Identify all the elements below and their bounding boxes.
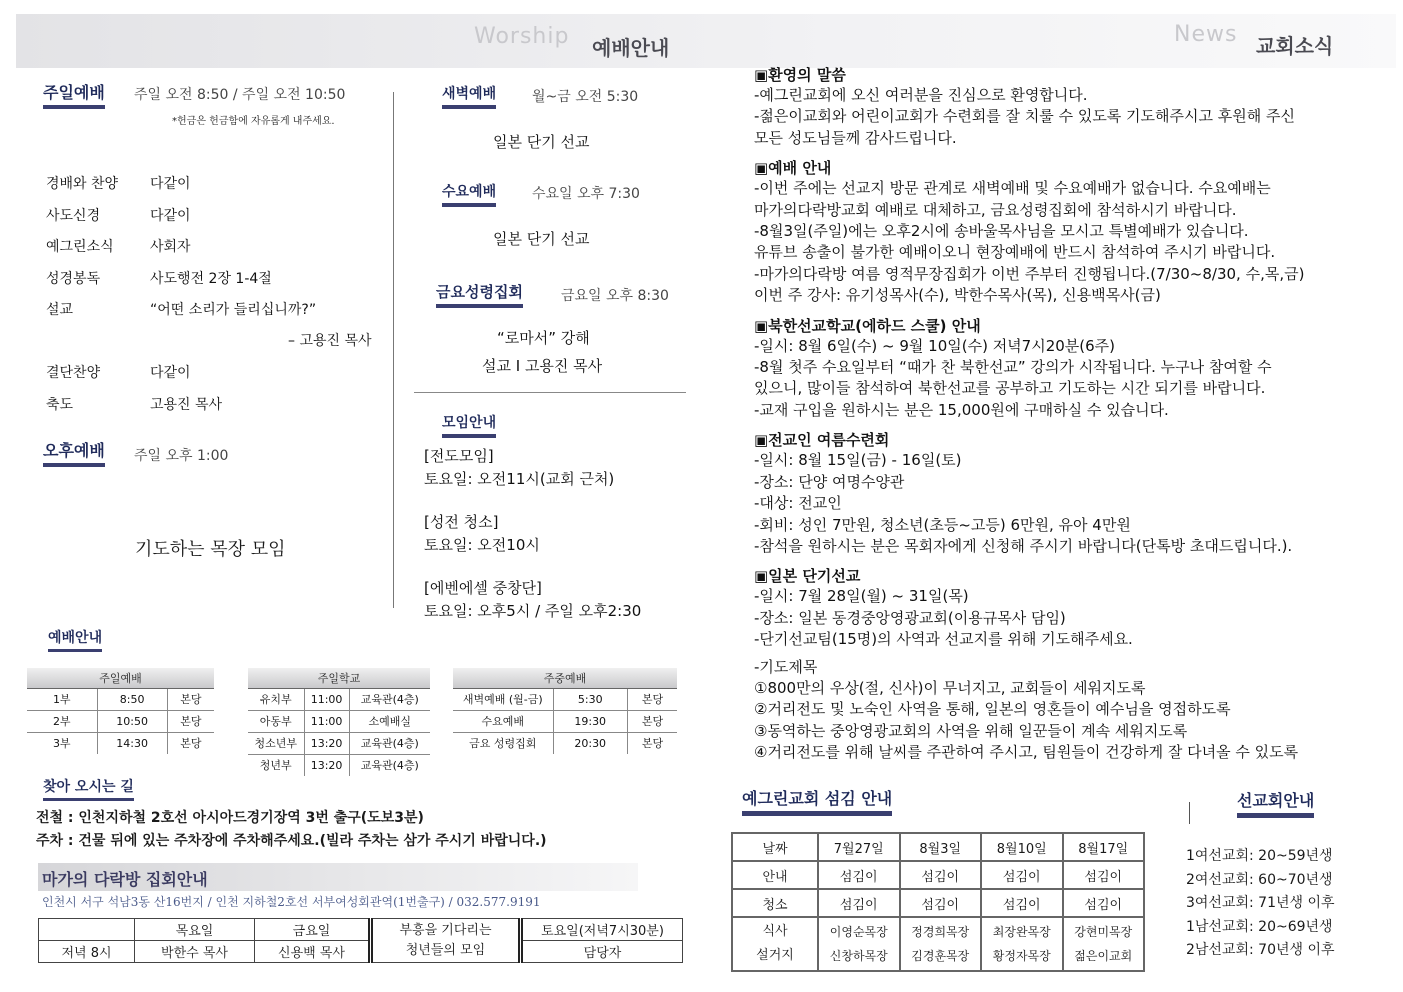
table-row xyxy=(27,732,214,754)
table-cell: 본당 xyxy=(167,688,214,710)
afternoon-worship-title: 오후예배 xyxy=(43,438,105,467)
table-cell: 본당 xyxy=(167,710,214,732)
dawn-worship-content: 일본 단기 선교 xyxy=(493,133,590,151)
order-row xyxy=(46,394,386,426)
offering-note: *헌금은 헌금함에 자유롭게 내주세요. xyxy=(172,116,335,127)
news-heading: ▣북한선교학교(에하드 스쿨) 안내 xyxy=(754,316,981,335)
friday-worship-title: 금요성령집회 xyxy=(436,281,523,308)
news-line: -참석을 원하시는 분은 목회자에게 신청해 주시기 바랍니다(단톡방 초대드립니다.). xyxy=(754,536,1293,555)
order-value: 고용진 목사 xyxy=(150,396,223,413)
news-en-heading: News xyxy=(1174,22,1238,47)
table-cell: 섬김이 xyxy=(900,861,982,889)
news-section xyxy=(754,64,1394,149)
sunday-worship-table xyxy=(27,668,214,754)
column-divider xyxy=(393,92,394,608)
table-cell xyxy=(732,917,818,971)
table-cell xyxy=(981,917,1063,971)
news-section xyxy=(754,429,1394,557)
order-label: 설교 xyxy=(46,302,74,318)
table-cell: 섬김이 xyxy=(981,889,1063,917)
table-row xyxy=(453,732,677,754)
news-line: -8월 첫주 수요일부터 “때가 찬 북한선교” 강의가 시작됩니다. 누구나 참여할 수 xyxy=(754,358,1272,377)
table-row xyxy=(453,710,677,732)
table-cell: 11:00 xyxy=(304,710,349,732)
news-line: -일시: 8월 6일(수) ~ 9월 10일(수) 저녁7시20분(6주) xyxy=(754,336,1116,355)
table-cell: 새벽예배 (월-금) xyxy=(453,688,553,710)
news-line: 있으니, 많이들 참석하여 북한선교를 공부하고 기도하는 시간 되기를 바랍니다. xyxy=(754,379,1266,398)
news-section xyxy=(754,157,1394,306)
maga-address: 인천시 서구 석남3동 산16번지 / 인천 지하철2호선 서부여성회관역(1번출구) / 032.577.9191 xyxy=(42,895,541,909)
directions-parking: 주차 : 건물 뒤에 있는 주차장에 주차해주세요.(빌라 주차는 삼가 주시기 바랍니다.) xyxy=(36,833,547,849)
order-label: 성경봉독 xyxy=(46,270,101,287)
table-cell: 교육관(4층) xyxy=(349,732,430,754)
friday-preacher: 설교 I 고용진 목사 xyxy=(482,357,603,375)
table-cell: 박한수 목사 xyxy=(135,941,255,963)
table-header: 주일학교 xyxy=(248,668,430,688)
table-cell: 8:50 xyxy=(97,688,167,710)
table-row xyxy=(248,710,430,732)
meeting-time: 토요일: 오전11시(교회 근처) xyxy=(424,470,615,488)
news-section xyxy=(754,565,1394,763)
afternoon-program: 기도하는 목장 모임 xyxy=(135,539,286,560)
table-cell: 섬김이 xyxy=(818,861,900,889)
news-section xyxy=(754,315,1394,422)
news-line: -장소: 단양 여명수양관 xyxy=(754,472,905,491)
news-line: ①800만의 우상(절, 신사)이 무너지고, 교회들이 세워지도록 xyxy=(754,678,1146,697)
table-cell: 20:30 xyxy=(553,732,627,754)
news-line: -교재 구입을 원하시는 분은 15,000원에 구매하실 수 있습니다. xyxy=(754,400,1169,419)
order-label: 예그린소식 xyxy=(46,239,114,255)
mission-item: 3여선교회: 71년생 이후 xyxy=(1186,895,1335,911)
order-value: “어떤 소리가 들리십니까?” xyxy=(150,302,317,318)
news-line: -회비: 성인 7만원, 청소년(초등~고등) 6만원, 유아 4만원 xyxy=(754,515,1131,534)
friday-worship-time: 금요일 오후 8:30 xyxy=(561,288,669,304)
table-cell: 수요예배 xyxy=(453,710,553,732)
meeting-item xyxy=(424,577,694,643)
table-cell: 안내 xyxy=(732,861,818,889)
table-cell: 14:30 xyxy=(97,732,167,754)
worship-en-heading: Worship xyxy=(474,24,570,49)
table-cell: 7월27일 xyxy=(818,833,900,861)
order-label: 축도 xyxy=(46,396,74,413)
table-cell: 유치부 xyxy=(248,688,304,710)
dishes-team: 김경훈목장 xyxy=(911,949,970,963)
order-row xyxy=(46,299,386,331)
meeting-name: [전도모임] xyxy=(424,447,494,465)
news-line: -장소: 일본 동경중앙영광교회(이용규목사 담임) xyxy=(754,608,1066,627)
meeting-name: [에벤에셀 중창단] xyxy=(424,579,542,597)
sunday-school-table xyxy=(248,668,430,776)
news-line: -대상: 전교인 xyxy=(754,494,842,513)
serve-table xyxy=(731,832,1145,972)
table-cell: 섬김이 xyxy=(981,861,1063,889)
table-cell: 본당 xyxy=(167,732,214,754)
table-row xyxy=(27,710,214,732)
order-row xyxy=(46,362,386,394)
news-heading: ▣일본 단기선교 xyxy=(754,567,861,586)
table-row xyxy=(248,754,430,776)
wednesday-worship-time: 수요일 오후 7:30 xyxy=(532,186,640,202)
table-cell: 본당 xyxy=(627,732,677,754)
order-label: 사도신경 xyxy=(46,207,101,224)
table-row xyxy=(248,732,430,754)
table-cell: 8월17일 xyxy=(1063,833,1145,861)
dishes-label: 설거지 xyxy=(756,948,794,963)
table-cell: 소예배실 xyxy=(349,710,430,732)
dishes-team: 황정자목장 xyxy=(992,949,1051,963)
meal-team: 강현미목장 xyxy=(1074,925,1133,939)
youth-meeting-cell xyxy=(371,919,521,963)
table-cell: 8월10일 xyxy=(981,833,1063,861)
mission-item: 1남선교회: 20~69년생 xyxy=(1186,918,1333,935)
wednesday-worship-title: 수요예배 xyxy=(442,181,496,207)
divider xyxy=(1189,802,1190,824)
news-line: -단기선교팀(15명)의 사역과 선교지를 위해 기도해주세요. xyxy=(754,630,1133,649)
news-line: -일시: 7월 28일(월) ~ 31일(목) xyxy=(754,587,969,606)
table-cell: 목요일 xyxy=(135,919,255,941)
table-cell xyxy=(1063,917,1145,971)
table-cell: 토요일(저녁7시30분) xyxy=(521,919,683,941)
table-cell: 11:00 xyxy=(304,688,349,710)
meal-label: 식사 xyxy=(762,924,788,939)
table-cell: 섬김이 xyxy=(818,889,900,917)
table-cell: 5:30 xyxy=(553,688,627,710)
table-cell: 청소년부 xyxy=(248,732,304,754)
directions-subway: 전철 : 인천지하철 2호선 아시아드경기장역 3번 출구(도보3분) xyxy=(36,810,424,826)
worship-ko-heading: 예배안내 xyxy=(592,36,670,60)
table-cell: 섬김이 xyxy=(1063,861,1145,889)
news-line: -8월3일(주일)에는 오후2시에 송바울목사님을 모시고 특별예배가 있습니다. xyxy=(754,222,1249,241)
table-header: 주중예배 xyxy=(453,668,677,688)
news-line: -기도제목 xyxy=(754,657,818,676)
order-row xyxy=(46,173,386,205)
table-cell: 담당자 xyxy=(521,941,683,963)
order-value: 사도행전 2장 1-4절 xyxy=(150,270,272,287)
table-row xyxy=(732,889,1144,917)
mission-title: 선교회안내 xyxy=(1237,788,1314,818)
table-cell: 19:30 xyxy=(553,710,627,732)
news-heading: ▣예배 안내 xyxy=(754,159,832,178)
news-line: -예그린교회에 오신 여러분을 진심으로 환영합니다. xyxy=(754,86,1088,104)
order-row xyxy=(46,236,386,268)
table-cell: 10:50 xyxy=(97,710,167,732)
table-cell: 13:20 xyxy=(304,754,349,776)
table-cell: 교육관(4층) xyxy=(349,754,430,776)
sunday-worship-time: 주일 오전 8:50 / 주일 오전 10:50 xyxy=(134,87,346,103)
table-cell: 섬김이 xyxy=(900,889,982,917)
meal-team: 최장완목장 xyxy=(992,925,1051,939)
order-value: 다같이 xyxy=(150,365,191,381)
order-label: 결단찬양 xyxy=(46,365,101,381)
table-cell: 본당 xyxy=(627,710,677,732)
table-cell: 섬김이 xyxy=(1063,889,1145,917)
table-cell: 3부 xyxy=(27,732,97,754)
meal-team: 이영순목장 xyxy=(829,925,888,939)
mission-item: 2여선교회: 60~70년생 xyxy=(1186,871,1333,888)
news-line: 마가의다락방교회 예배로 대체하고, 금요성령집회에 참석하시기 바랍니다. xyxy=(754,200,1237,219)
mission-item: 1여선교회: 20~59년생 xyxy=(1186,848,1333,864)
sermon-preacher: – 고용진 목사 xyxy=(288,333,372,349)
order-label: 경배와 찬양 xyxy=(46,176,119,192)
mission-list xyxy=(1186,845,1335,963)
table-row xyxy=(732,917,1144,971)
meeting-name: [성전 청소] xyxy=(424,513,499,531)
table-cell xyxy=(818,917,900,971)
table-row xyxy=(732,861,1144,889)
table-cell: 금요일 xyxy=(255,919,371,941)
meetings-list xyxy=(424,445,694,643)
dawn-worship-title: 새벽예배 xyxy=(442,83,496,109)
table-cell: 8월3일 xyxy=(900,833,982,861)
directions-title: 찾아 오시는 길 xyxy=(43,776,134,801)
order-row xyxy=(46,268,386,300)
meeting-item xyxy=(424,445,694,511)
table-row xyxy=(248,688,430,710)
news-heading: ▣전교인 여름수련회 xyxy=(754,431,890,450)
news-line: 모든 성도님들께 감사드립니다. xyxy=(754,128,957,147)
table-cell: 2부 xyxy=(27,710,97,732)
table-cell xyxy=(900,917,982,971)
table-cell: 날짜 xyxy=(732,833,818,861)
news-line: -일시: 8월 15일(금) - 16일(토) xyxy=(754,451,962,470)
order-row xyxy=(46,205,386,237)
news-line: ②거리전도 및 노숙인 사역을 통해, 일본의 영혼들이 예수님을 영접하도록 xyxy=(754,700,1231,719)
table-row xyxy=(453,688,677,710)
sunday-order-list-2 xyxy=(46,362,386,425)
news-heading: ▣환영의 말씀 xyxy=(754,66,846,84)
order-value: 다같이 xyxy=(150,176,191,192)
news-list xyxy=(754,64,1394,764)
news-ko-heading: 교회소식 xyxy=(1256,34,1334,58)
worship-info-title: 예배안내 xyxy=(48,627,102,652)
maga-schedule-table xyxy=(38,918,683,963)
sunday-order-list xyxy=(46,173,386,331)
news-line: -이번 주에는 선교지 방문 관계로 새벽예배 및 수요예배가 없습니다. 수요예배는 xyxy=(754,179,1271,198)
order-value: 다같이 xyxy=(150,207,191,224)
news-line: ③동역하는 중앙영광교회의 사역을 위해 일꾼들이 계속 세워지도록 xyxy=(754,721,1188,740)
sunday-worship-title: 주일예배 xyxy=(43,80,105,109)
table-cell: 1부 xyxy=(27,688,97,710)
afternoon-worship-time: 주일 오후 1:00 xyxy=(134,448,229,464)
serve-title: 예그린교회 섬김 안내 xyxy=(742,786,892,816)
table-cell: 청소 xyxy=(732,889,818,917)
divider xyxy=(414,392,686,393)
youth-meeting-line: 부흥을 기다리는 xyxy=(399,922,492,938)
news-line: 유튜브 송출이 불가한 예배이오니 현장예배에 반드시 참석하여 주시기 바랍니다. xyxy=(754,243,1276,262)
table-row xyxy=(27,688,214,710)
meeting-time: 토요일: 오후5시 / 주일 오후2:30 xyxy=(424,602,642,620)
wednesday-worship-content: 일본 단기 선교 xyxy=(493,230,590,248)
friday-sermon-series: “로마서” 강해 xyxy=(497,329,590,347)
news-line: 이번 주 강사: 유기성목사(수), 박한수목사(목), 신용백목사(금) xyxy=(754,286,1161,305)
table-cell: 본당 xyxy=(627,688,677,710)
table-row xyxy=(732,833,1144,861)
dishes-team: 젊은이교회 xyxy=(1074,949,1133,963)
table-cell: 13:20 xyxy=(304,732,349,754)
dishes-team: 신창하목장 xyxy=(829,949,888,963)
news-line: -마가의다락방 여름 영적무장집회가 이번 주부터 진행됩니다.(7/30~8/30, 수,목,금) xyxy=(754,264,1305,283)
dawn-worship-time: 월~금 오전 5:30 xyxy=(532,89,639,105)
youth-meeting-line: 청년들의 모임 xyxy=(405,942,486,958)
news-line: ④거리전도를 위해 날씨를 주관하여 주시고, 팀원들이 건강하게 잘 다녀올 수 있도록 xyxy=(754,743,1299,762)
table-cell: 아동부 xyxy=(248,710,304,732)
meetings-title: 모임안내 xyxy=(442,412,496,438)
table-cell: 금요 성령집회 xyxy=(453,732,553,754)
table-cell: 교육관(4층) xyxy=(349,688,430,710)
maga-title: 마가의 다락방 집회안내 xyxy=(42,870,208,889)
meeting-time: 토요일: 오전10시 xyxy=(424,536,540,554)
table-header: 주일예배 xyxy=(27,668,214,688)
table-cell: 저녁 8시 xyxy=(39,941,135,963)
news-line: -젊은이교회와 어린이교회가 수련회를 잘 치룰 수 있도록 기도해주시고 후원해 주신 xyxy=(754,107,1295,126)
table-cell xyxy=(39,919,135,941)
order-value: 사회자 xyxy=(150,239,191,255)
table-cell: 신용백 목사 xyxy=(255,941,371,963)
weekday-worship-table xyxy=(453,668,677,754)
meal-team: 정경희목장 xyxy=(911,925,970,939)
mission-item: 2남선교회: 70년생 이후 xyxy=(1186,942,1335,958)
table-cell: 청년부 xyxy=(248,754,304,776)
meeting-item xyxy=(424,511,694,577)
